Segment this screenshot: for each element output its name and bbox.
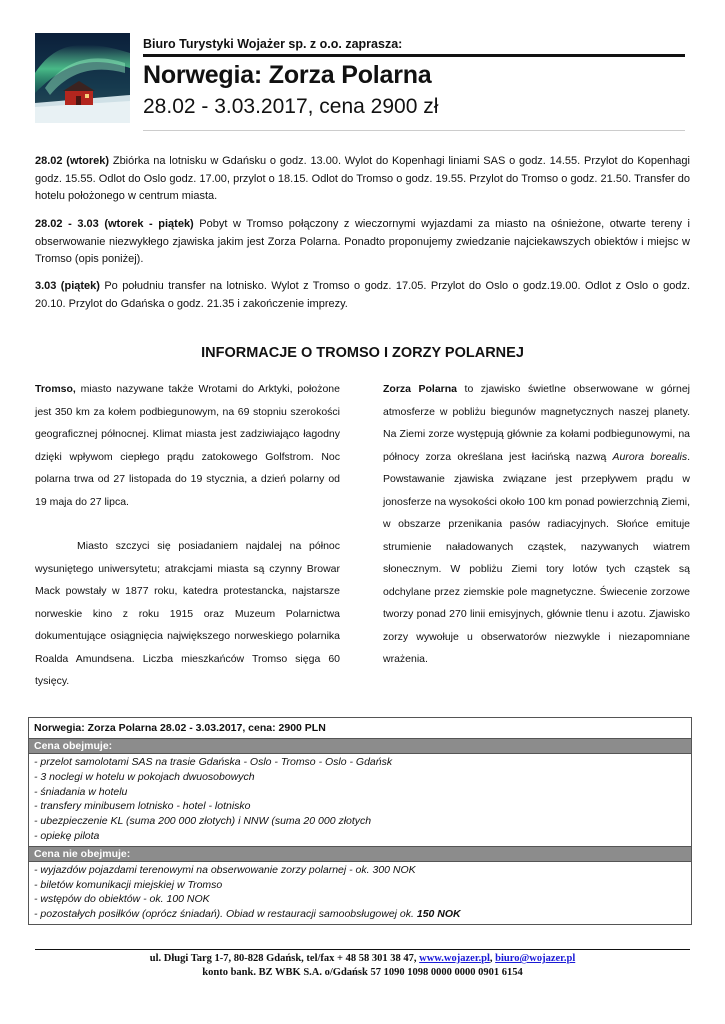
list-item: - wyjazdów pojazdami terenowymi na obserwowanie zorzy polarnej - ok. 300 NOK (34, 863, 416, 876)
itinerary-date: 28.02 (wtorek) (35, 155, 110, 167)
itinerary-date: 28.02 - 3.03 (wtorek - piątek) (35, 218, 194, 230)
tromso-lead: Tromso, (35, 383, 76, 395)
list-item: - śniadania w hotelu (34, 785, 128, 798)
tromso-paragraph-1 (35, 378, 340, 513)
tromso-text-1: miasto nazywane także Wrotami do Arktyki, położone jest 350 km za kołem podbiegunowym, na 69 stopniu szerokości geograficznej północnej. Klimat miasta jest zadziwiająco łagodny dzięki wpływom ciepłego prądu zatokowego Golfstrom. Noc polarna trwa od 27 listopada do 19 stycznia, a dzień polarny od 19 maja do 27 lipca. (35, 383, 340, 508)
included-list (29, 754, 691, 847)
included-label: Cena obejmuje: (29, 739, 691, 754)
itinerary-text: Po południu transfer na lotnisko. Wylot z Tromso o godz. 17.05. Przylot do Oslo o godz.19.00. Odlot z Oslo o godz. 20.10. Przylot do Gdańska o godz. 21.35 i zakończenie imprezy. (35, 280, 690, 310)
aurora-photo (35, 33, 130, 123)
tromso-paragraph-2: Miasto szczyci się posiadaniem najdalej na północ wysuniętego uniwersytetu; atrakcjami miasta są czynny Browar Mack powstały w 1877 roku, katedra protestancka, najstarsze norweskie kino z roku 1915 oraz Muzeum Polarnictwa dokumentujące osiągnięcia największego norweskiego polarnika Roalda Amundsena. Liczba mieszkańców Tromso sięga 60 tysięcy. (35, 540, 340, 687)
aurora-text-a: to zjawisko świetlne obserwowane w górnej atmosferze w pobliżu biegunów magnetycznych naszej planety. Na Ziemi zorze występują głównie za kołami podbiegunowymi, na północy zorza określana jest łacińską nazwą (383, 383, 690, 463)
footer-address: ul. Długi Targ 1-7, 80-828 Gdańsk, tel/fax + 48 58 301 38 47, (149, 953, 420, 964)
excluded-label: Cena nie obejmuje: (29, 847, 691, 862)
email-link[interactable]: biuro@wojazer.pl (495, 953, 576, 964)
aurora-paragraph (383, 378, 690, 671)
page-title: Norwegia: Zorza Polarna (143, 61, 432, 89)
meal-price: 150 NOK (416, 908, 461, 921)
header-kicker: Biuro Turystyki Wojażer sp. z o.o. zaprasza: (143, 37, 403, 51)
excluded-last-text: - pozostałych posiłków (oprócz śniadań). Obiad w restauracji samoobsługowej ok. (34, 908, 417, 921)
header-divider (143, 130, 685, 131)
list-item: - przelot samolotami SAS na trasie Gdańska - Oslo - Tromso - Oslo - Gdańsk (34, 756, 393, 768)
footer-bank: konto bank. BZ WBK S.A. o/Gdańsk 57 1090 1098 0000 0000 0901 6154 (202, 967, 523, 978)
list-item: - ubezpieczenie KL (suma 200 000 złotych) i NNW (suma 20 000 złotych (34, 815, 372, 828)
aurora-lead: Zorza Polarna (383, 383, 458, 395)
page-subtitle: 28.02 - 3.03.2017, cena 2900 zł (143, 95, 439, 118)
price-box-heading: Norwegia: Zorza Polarna 28.02 - 3.03.2017, cena: 2900 PLN (29, 718, 691, 739)
list-item: - opiekę pilota (34, 829, 100, 842)
itinerary-day-2 (35, 216, 690, 269)
itinerary-date: 3.03 (piątek) (35, 280, 100, 292)
list-item (34, 907, 686, 922)
excluded-list (29, 862, 691, 924)
section-title: INFORMACJE O TROMSO I ZORZY POLARNEJ (201, 345, 524, 361)
aurora-latin-name: Aurora borealis (612, 450, 688, 463)
itinerary-text: Pobyt w Tromso połączony z wieczornymi wyjazdami za miasto na ośnieżone, otwarte tereny i obserwowanie niezwykłego zjawiska jakim jest Zorza Polarna. Ponadto proponujemy zwiedzanie najciekawszych obiektów i miejsc w Tromso (opis poniżej). (35, 218, 691, 265)
website-link[interactable]: www.wojazer.pl (419, 953, 490, 964)
aurora-text-b: . Powstawanie zjawiska związane jest przepływem prądu w jonosferze na wysokości około 100 km ponad powierzchnią Ziemi, w obszarze przenikania pasów radiacyjnych. Słońce emituje strumienie naładowanych cząstek, nazywanych wiatrem słonecznym. W pobliżu Ziemi tory lotów tych cząstek są odchylane przez ziemskie pole magnetyczne. Świecenie zorzowe tworzy ponad 270 linii emisyjnych, głównie tlenu i azotu. Zjawisko zorzy wywołuje u obserwatorów niezwykle i niezapomniane wrażenia. (383, 450, 691, 665)
price-box (28, 717, 692, 925)
itinerary-day-3 (35, 278, 690, 313)
list-item: - 3 noclegi w hotelu w pokojach dwuosobowych (34, 770, 255, 783)
list-item: - biletów komunikacji miejskiej w Tromso (34, 878, 223, 891)
footer-contact (0, 953, 725, 964)
footer-rule (35, 949, 690, 950)
list-item: - transfery minibusem lotnisko - hotel - lotnisko (34, 800, 251, 813)
itinerary-text: Zbiórka na lotnisku w Gdańsku o godz. 13.00. Wylot do Kopenhagi liniami SAS o godz. 14.55. Przylot do Kopenhagi godz. 15.55. Odlot do Oslo godz. 17.00, przylot o 18.15. Odlot do Tromso o godz. 19.55. Przylot do Tromso o godz. 21.50. Transfer do hotelu położonego w centrum miasta. (35, 155, 690, 202)
list-item: - wstępów do obiektów - ok. 100 NOK (34, 893, 210, 906)
itinerary-day-1 (35, 153, 690, 206)
footer-separator: , (489, 953, 496, 964)
title-rule (143, 54, 685, 57)
tromso-column (35, 378, 340, 693)
aurora-column (383, 378, 690, 671)
